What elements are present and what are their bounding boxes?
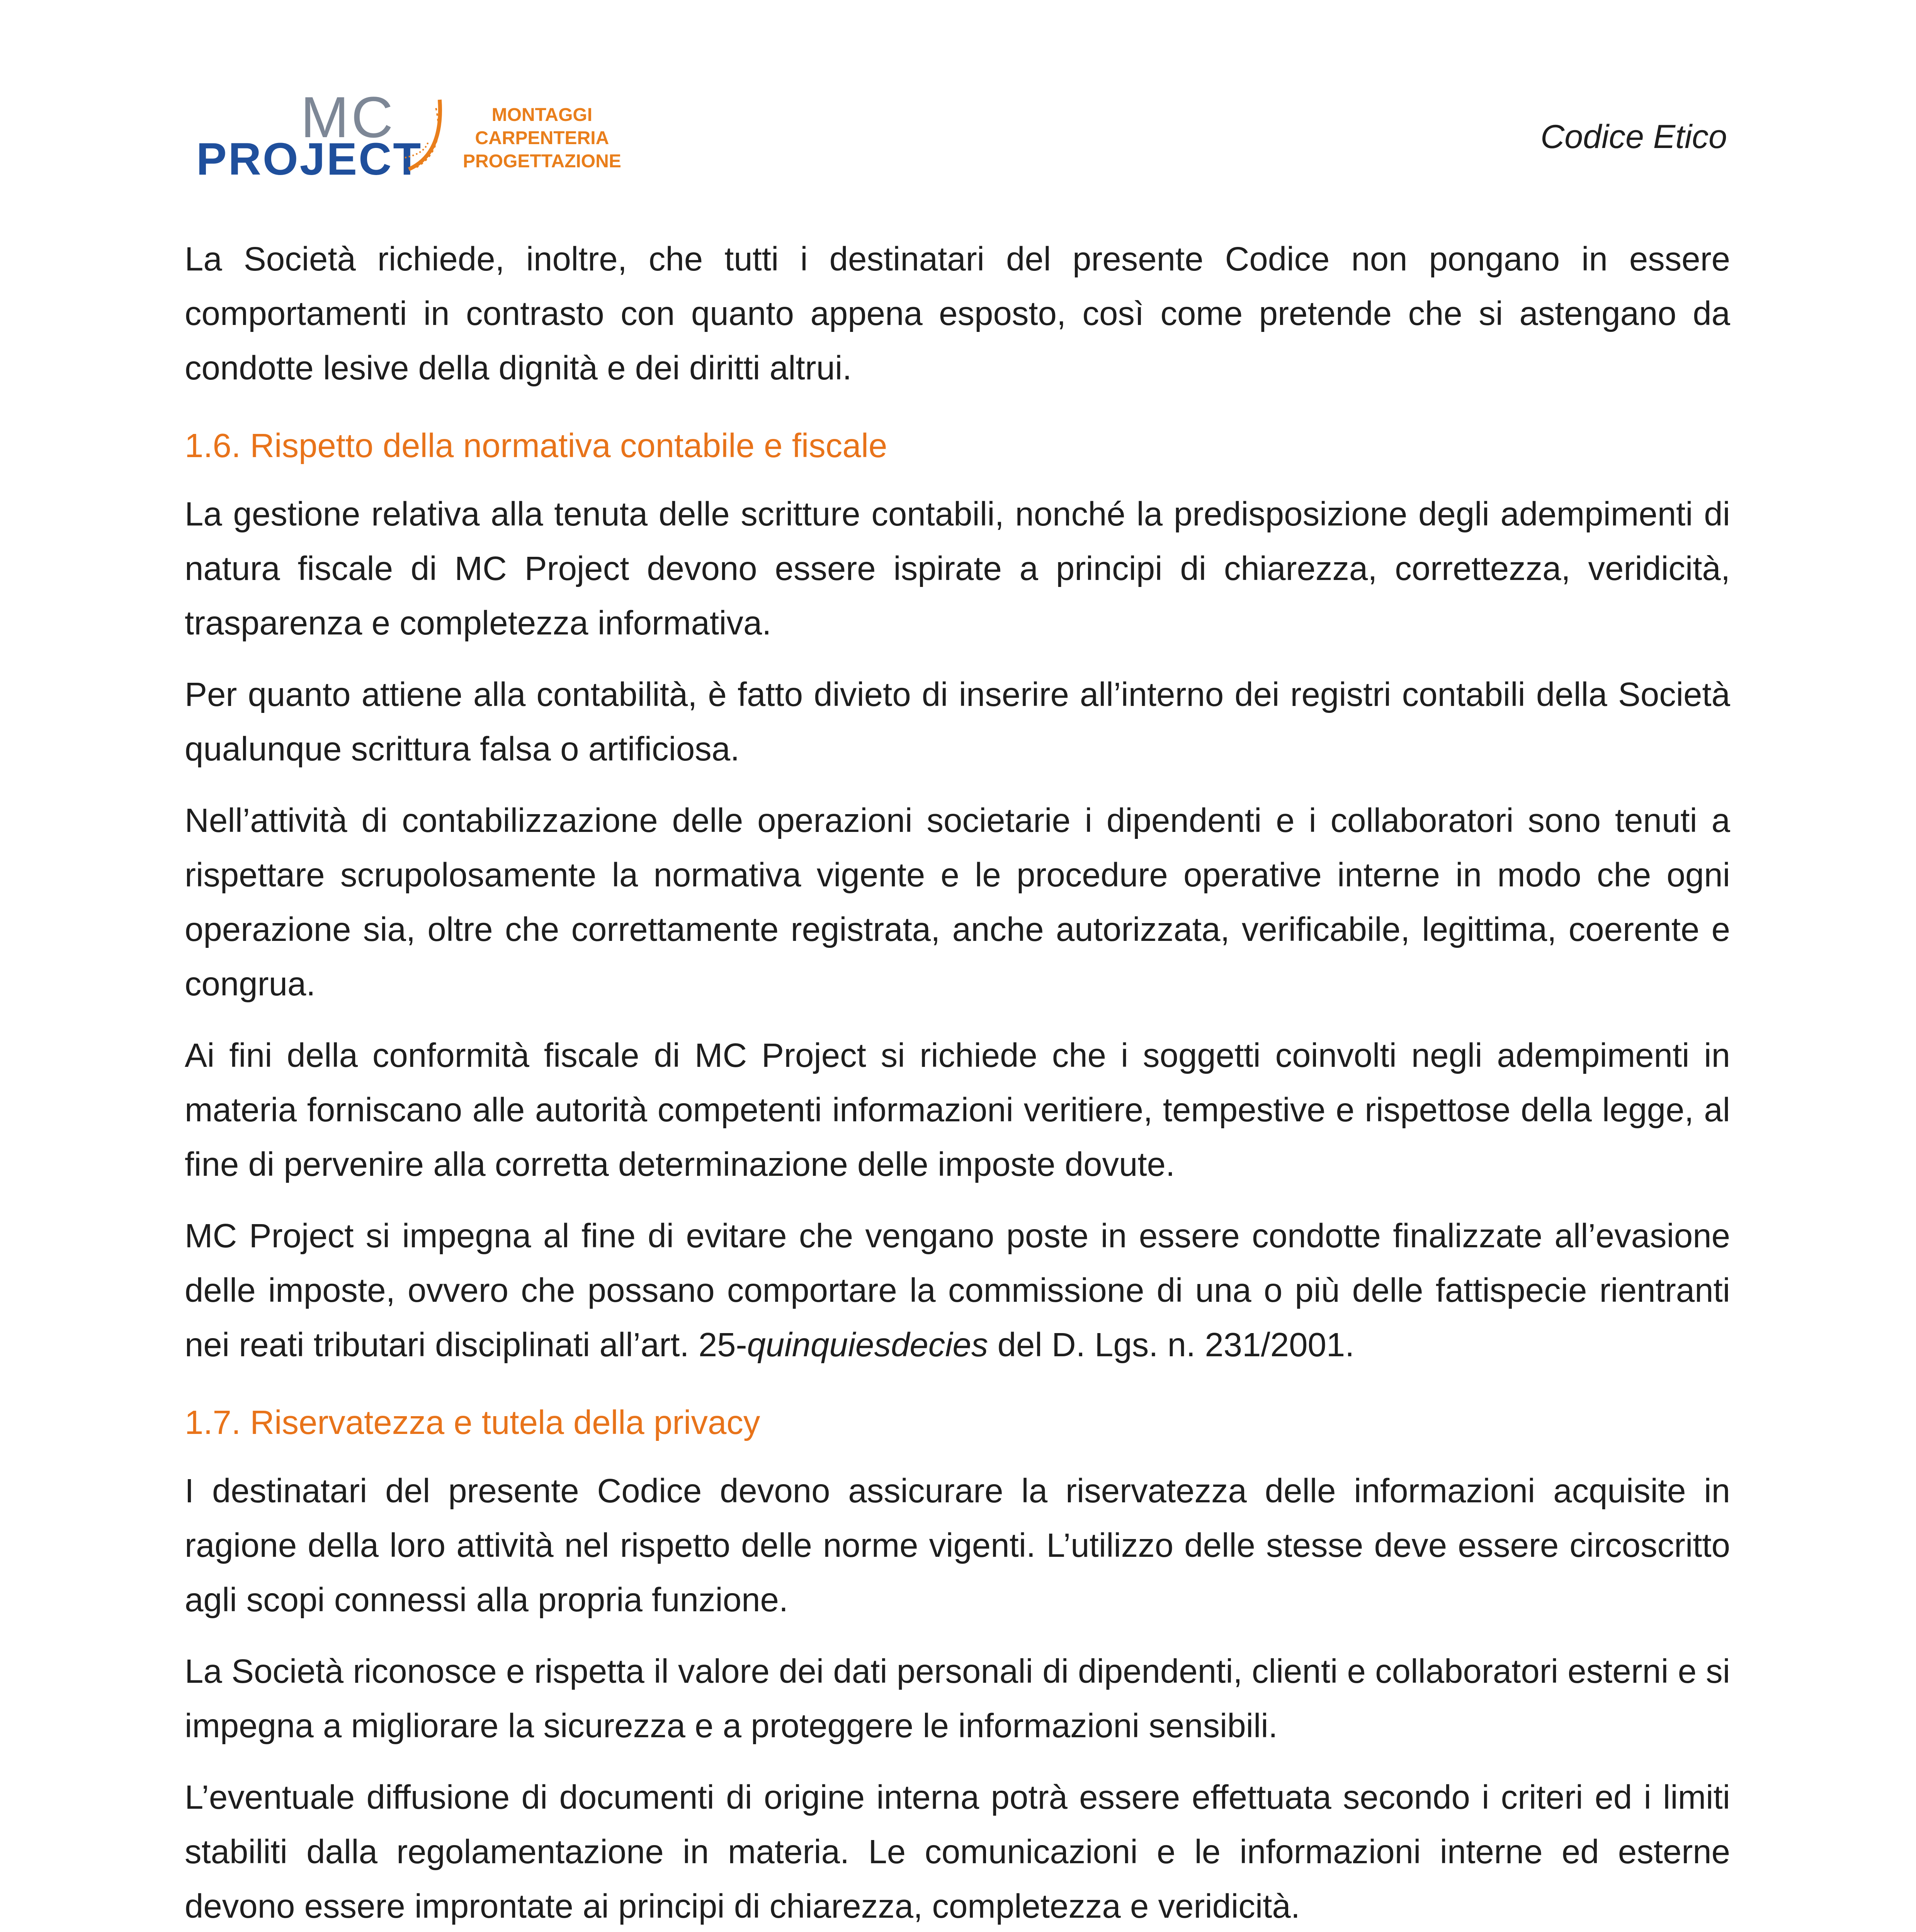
paragraph-text: del D. Lgs. n. 231/2001. [988, 1326, 1355, 1364]
paragraph: La Società richiede, inoltre, che tutti i destinatari del presente Codice non pongano in essere comportamenti in contrasto con quanto appena esposto, così come pretende che si astengano da condotte lesive della dignità e dei diritti altrui. [185, 240, 1730, 387]
logo-gear-icon [397, 96, 451, 173]
paragraph: I destinatari del presente Codice devono assicurare la riservatezza delle informazioni acquisite in ragione della loro attività nel rispetto delle norme vigenti. L’utilizzo delle stesse deve essere circoscritto agli scopi connessi alla propria funzione. [185, 1472, 1730, 1619]
paragraph [185, 1209, 1730, 1372]
logo-project-text: PROJECT [196, 134, 423, 185]
paragraph: Per quanto attiene alla contabilità, è fatto divieto di inserire all’interno dei registri contabili della Società qualunque scrittura falsa o artificiosa. [185, 676, 1730, 768]
paragraph: L’eventuale diffusione di documenti di origine interna potrà essere effettuata secondo i criteri ed i limiti stabiliti dalla regolamentazione in materia. Le comunicazioni e le informazioni interne ed esterne devono essere improntate ai principi di chiarezza, completezza e veridicità. [185, 1779, 1730, 1925]
paragraph: Ai fini della conformità fiscale di MC Project si richiede che i soggetti coinvolti negli adempimenti in materia forniscano alle autorità competenti informazioni veritiere, tempestive e rispettose della legge, al fine di pervenire alla corretta determinazione delle imposte dovute. [185, 1037, 1730, 1183]
italic-term: quinquiesdecies [747, 1326, 988, 1364]
logo-line-carpenteria: CARPENTERIA [475, 128, 609, 148]
section-heading-1-6: 1.6. Rispetto della normativa contabile e fiscale [185, 427, 887, 464]
document-body [185, 232, 1730, 1932]
logo-line-progettazione: PROGETTAZIONE [463, 151, 621, 172]
running-title: Codice Etico [1540, 118, 1727, 155]
paragraph: La gestione relativa alla tenuta delle scritture contabili, nonché la predisposizione degli adempimenti di natura fiscale di MC Project devono essere ispirate a principi di chiarezza, correttezza, veridicità, trasparenza e completezza informativa. [185, 495, 1730, 642]
logo-tagline [463, 104, 621, 173]
paragraph-text: MC Project si impegna al fine di evitare che vengano poste in essere condotte finalizzate all’evasione delle imposte, ovvero che possano comportare la commissione di una o più delle fattispecie rientranti nei reati tributari disciplinati all’art. 25- [185, 1217, 1730, 1364]
section-heading-1-7: 1.7. Riservatezza e tutela della privacy [185, 1404, 760, 1441]
logo-mc-text: MC [301, 85, 396, 150]
company-logo [196, 85, 660, 185]
logo-line-montaggi: MONTAGGI [491, 105, 593, 125]
paragraph: La Società riconosce e rispetta il valore dei dati personali di dipendenti, clienti e collaboratori esterni e si impegna a migliorare la sicurezza e a proteggere le informazioni sensibili. [185, 1653, 1730, 1745]
paragraph: Nell’attività di contabilizzazione delle operazioni societarie i dipendenti e i collaboratori sono tenuti a rispettare scrupolosamente la normativa vigente e le procedure operative interne in modo che ogni operazione sia, oltre che correttamente registrata, anche autorizzata, verificabile, legittima, coerente e congrua. [185, 802, 1730, 1003]
